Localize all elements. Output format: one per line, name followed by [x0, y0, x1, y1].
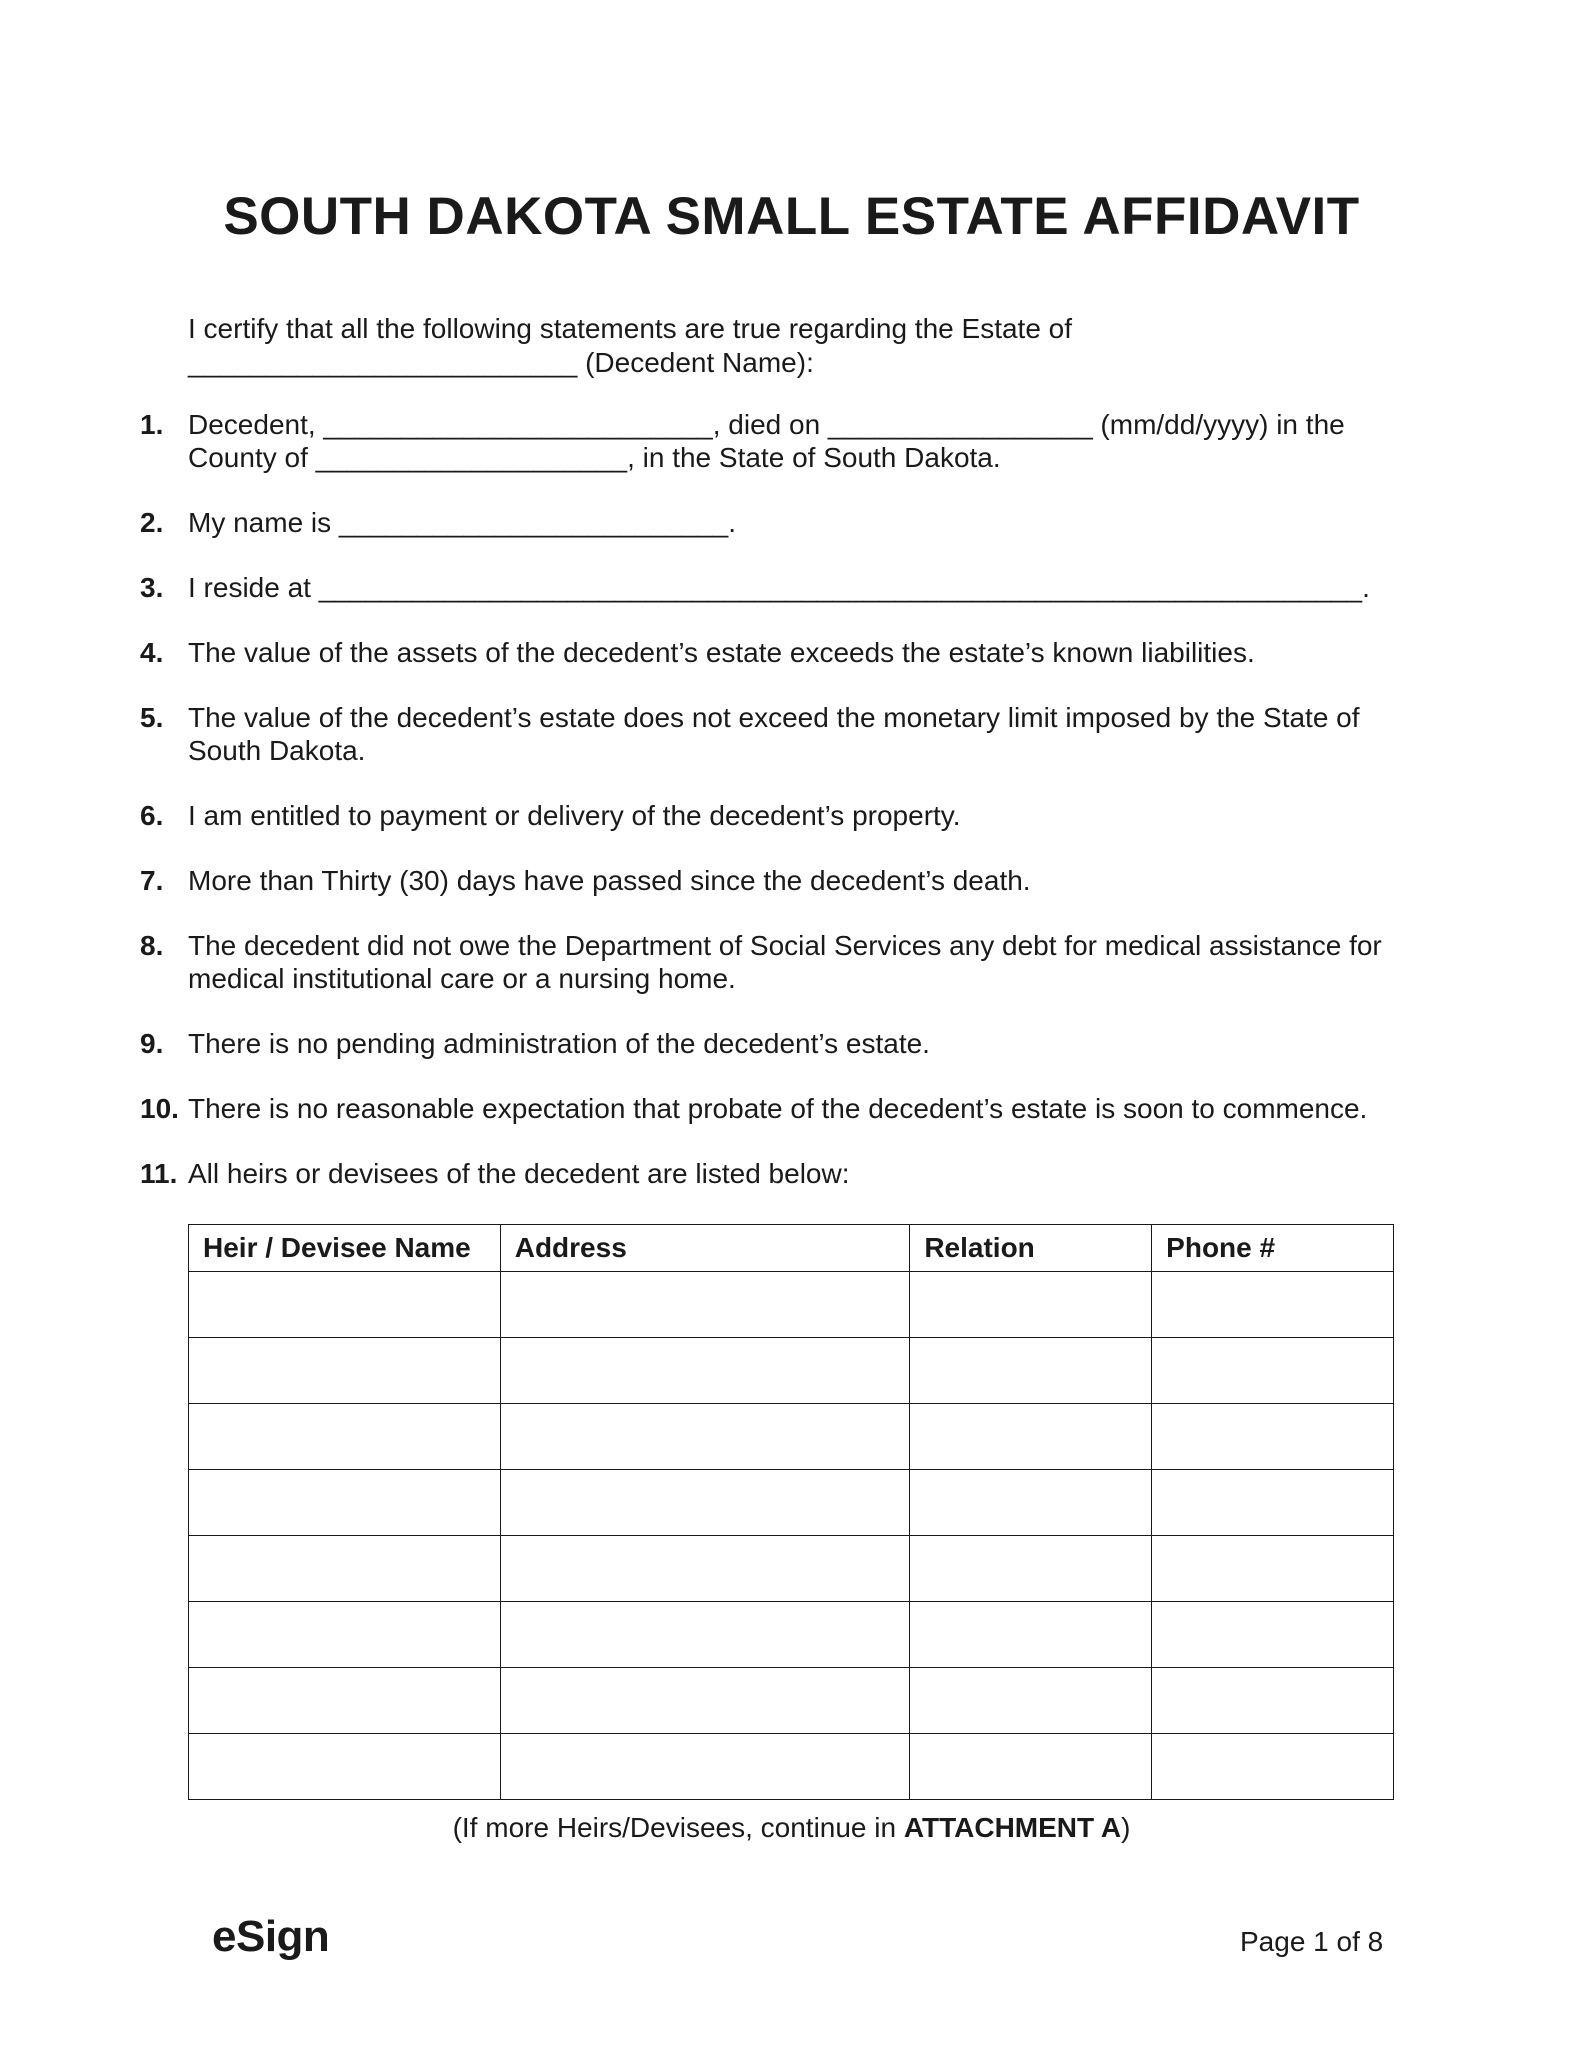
phone-cell[interactable]	[1152, 1470, 1394, 1536]
item-11	[140, 1157, 1400, 1190]
heirs-table	[188, 1224, 1394, 1800]
address-cell[interactable]	[500, 1272, 910, 1338]
item-3	[140, 571, 1400, 604]
phone-cell[interactable]	[1152, 1668, 1394, 1734]
table-row	[189, 1734, 1394, 1800]
item-text: The decedent did not owe the Department of Social Services any debt for medical assistance for medical institutional care or a nursing home.	[188, 930, 1382, 994]
item-text: The value of the assets of the decedent’s estate exceeds the estate’s known liabilities.	[188, 637, 1255, 668]
document-title: SOUTH DAKOTA SMALL ESTATE AFFIDAVIT	[223, 187, 1360, 246]
relation-cell[interactable]	[910, 1536, 1152, 1602]
item-number: 9.	[140, 1028, 164, 1059]
relation-cell[interactable]	[910, 1734, 1152, 1800]
relation-cell[interactable]	[910, 1338, 1152, 1404]
intro-line-1: I certify that all the following statements are true regarding the Estate of	[188, 313, 1073, 344]
item-number: 6.	[140, 800, 164, 831]
address-cell[interactable]	[500, 1470, 910, 1536]
header-address: Address	[500, 1225, 910, 1272]
heir-name-cell[interactable]	[189, 1338, 501, 1404]
address-cell[interactable]	[500, 1602, 910, 1668]
item-8	[140, 929, 1400, 995]
heir-name-cell[interactable]	[189, 1536, 501, 1602]
note-attachment-ref: ATTACHMENT A	[903, 1812, 1122, 1843]
attachment-note	[0, 1812, 1583, 1844]
item-number: 7.	[140, 865, 164, 896]
phone-cell[interactable]	[1152, 1734, 1394, 1800]
relation-cell[interactable]	[910, 1602, 1152, 1668]
address-cell[interactable]	[500, 1338, 910, 1404]
phone-cell[interactable]	[1152, 1338, 1394, 1404]
phone-cell[interactable]	[1152, 1272, 1394, 1338]
item-number: 10.	[140, 1093, 179, 1124]
header-heir-name: Heir / Devisee Name	[189, 1225, 501, 1272]
item-7	[140, 864, 1400, 897]
heir-name-cell[interactable]	[189, 1602, 501, 1668]
item-text: There is no reasonable expectation that probate of the decedent’s estate is soon to commence.	[188, 1093, 1368, 1124]
item-number: 8.	[140, 930, 164, 961]
table-row	[189, 1536, 1394, 1602]
item-5	[140, 701, 1400, 767]
item-text: The value of the decedent’s estate does not exceed the monetary limit imposed by the State of South Dakota.	[188, 702, 1360, 766]
item-10	[140, 1092, 1400, 1125]
item-6	[140, 799, 1400, 832]
note-prefix: (If more Heirs/Devisees, continue in	[452, 1812, 904, 1843]
item-text: All heirs or devisees of the decedent are listed below:	[188, 1158, 850, 1189]
table-row	[189, 1602, 1394, 1668]
relation-cell[interactable]	[910, 1668, 1152, 1734]
item-number: 5.	[140, 702, 164, 733]
heir-name-cell[interactable]	[189, 1404, 501, 1470]
item-number: 1.	[140, 409, 164, 440]
table-row	[189, 1470, 1394, 1536]
item-text: Decedent, _________________________, died on _________________ (mm/dd/yyyy) in the County of ____________________, in the State of South Dakota.	[188, 409, 1345, 473]
table-header-row	[189, 1225, 1394, 1272]
item-1	[140, 408, 1400, 474]
item-text: I reside at ___________________________________________________________________.	[188, 572, 1370, 603]
intro-line-2: _________________________ (Decedent Name):	[188, 347, 814, 378]
phone-cell[interactable]	[1152, 1536, 1394, 1602]
page-number: Page 1 of 8	[1240, 1926, 1384, 1957]
item-number: 2.	[140, 507, 164, 538]
address-cell[interactable]	[500, 1734, 910, 1800]
note-suffix: )	[1121, 1812, 1131, 1843]
item-text: I am entitled to payment or delivery of the decedent’s property.	[188, 800, 961, 831]
item-number: 11.	[140, 1158, 178, 1189]
relation-cell[interactable]	[910, 1272, 1152, 1338]
heir-name-cell[interactable]	[189, 1734, 501, 1800]
item-9	[140, 1027, 1400, 1060]
heir-name-cell[interactable]	[189, 1470, 501, 1536]
table-row	[189, 1272, 1394, 1338]
item-text: More than Thirty (30) days have passed since the decedent’s death.	[188, 865, 1031, 896]
relation-cell[interactable]	[910, 1404, 1152, 1470]
intro-statement	[188, 312, 1388, 380]
relation-cell[interactable]	[910, 1470, 1152, 1536]
item-text: There is no pending administration of the decedent’s estate.	[188, 1028, 930, 1059]
address-cell[interactable]	[500, 1404, 910, 1470]
item-text: My name is _________________________.	[188, 507, 737, 538]
item-4	[140, 636, 1400, 669]
heir-name-cell[interactable]	[189, 1668, 501, 1734]
heir-name-cell[interactable]	[189, 1272, 501, 1338]
phone-cell[interactable]	[1152, 1602, 1394, 1668]
table-row	[189, 1404, 1394, 1470]
address-cell[interactable]	[500, 1668, 910, 1734]
address-cell[interactable]	[500, 1536, 910, 1602]
table-row	[189, 1668, 1394, 1734]
table-row	[189, 1338, 1394, 1404]
header-phone: Phone #	[1152, 1225, 1394, 1272]
header-relation: Relation	[910, 1225, 1152, 1272]
esign-logo: eSign	[212, 1912, 330, 1961]
item-number: 4.	[140, 637, 164, 668]
item-number: 3.	[140, 572, 164, 603]
phone-cell[interactable]	[1152, 1404, 1394, 1470]
item-2	[140, 506, 1400, 539]
